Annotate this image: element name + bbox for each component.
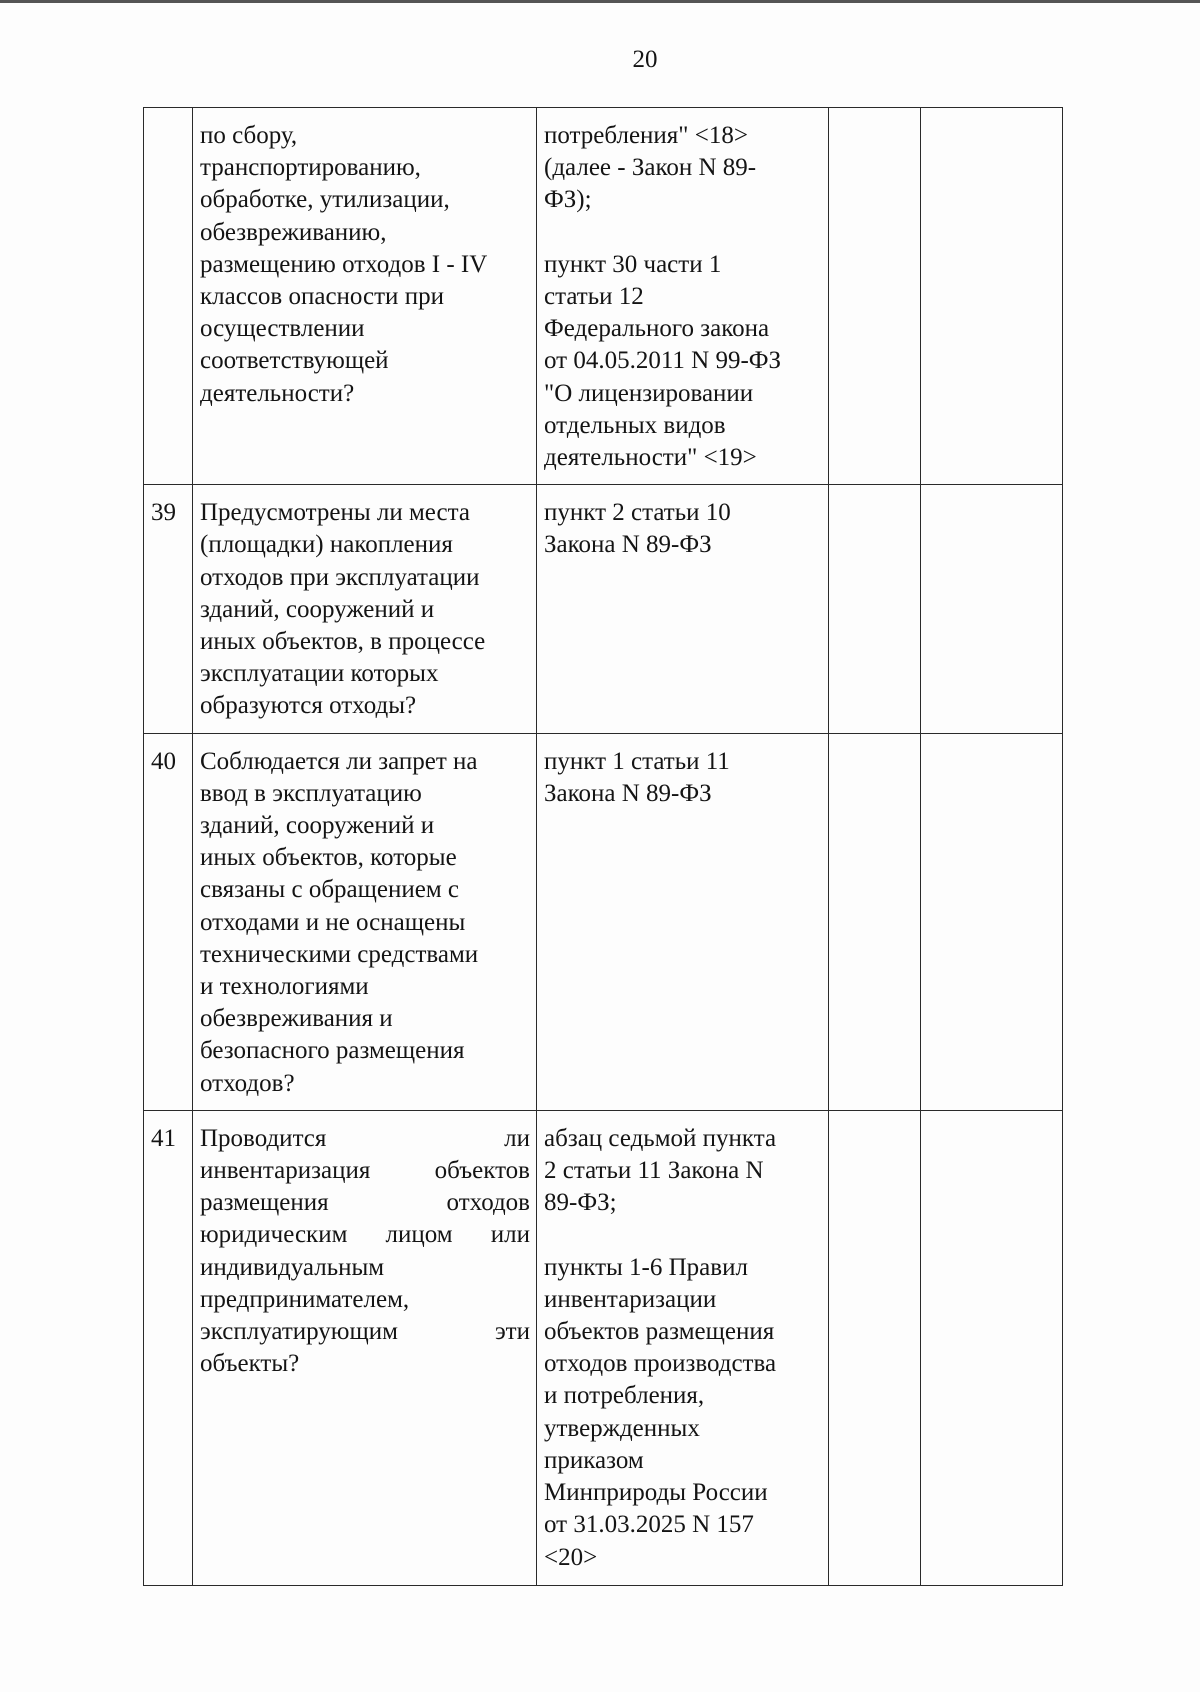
empty-cell [921, 1110, 1063, 1585]
reference-paragraph: абзац седьмой пункта 2 статьи 11 Закона N 89-ФЗ; [544, 1124, 777, 1217]
scan-edge-line [0, 0, 1200, 3]
table-row [144, 108, 1063, 485]
question-line: Проводится ли [200, 1124, 530, 1152]
empty-cell [921, 733, 1063, 1110]
empty-cell [921, 485, 1063, 733]
reference-paragraph: пункт 30 части 1 статьи 12 Федерального закона от 04.05.2011 N 99-ФЗ "О лицензировании отдельных видов деятельности" <19> [544, 250, 782, 472]
requirements-table [143, 107, 1063, 1586]
empty-cell [921, 108, 1063, 485]
reference-paragraph: пункт 2 статьи 10 Закона N 89-ФЗ [544, 499, 731, 559]
question-line: эксплуатирующим эти [200, 1318, 530, 1346]
page-number: 20 [632, 46, 658, 73]
question-cell [193, 1110, 537, 1585]
reference-paragraph: пункты 1-6 Правил инвентаризации объектов размещения отходов производства и потребления, утвержденных приказом Минприроды России от 31.03.2025 N 157 <20> [544, 1253, 777, 1571]
question-cell [193, 108, 537, 485]
reference-paragraph: пункт 1 статьи 11 Закона N 89-ФЗ [544, 747, 730, 807]
question-cell [193, 733, 537, 1110]
row-number-cell: 40 [144, 733, 193, 1110]
question-line: объекты? [200, 1350, 300, 1378]
question-text: Соблюдается ли запрет на ввод в эксплуатацию зданий, сооружений и иных объектов, которые связаны с обращением с отходами и не оснащены техническими средствами и технологиями обезвреживания и безопасного размещения отходов? [200, 747, 479, 1097]
question-line: индивидуальным [200, 1253, 385, 1281]
reference-cell [537, 733, 829, 1110]
question-line: юридическим лицом или [200, 1221, 530, 1249]
empty-cell [829, 485, 921, 733]
question-line: размещения отходов [200, 1189, 530, 1217]
question-line: предпринимателем, [200, 1285, 410, 1313]
row-number-cell: 41 [144, 1110, 193, 1585]
row-number-cell [144, 108, 193, 485]
reference-cell [537, 485, 829, 733]
empty-cell [829, 733, 921, 1110]
reference-cell [537, 1110, 829, 1585]
reference-paragraph: потребления" <18> (далее - Закон N 89- ФЗ); [544, 122, 757, 214]
question-cell [193, 485, 537, 733]
table-row [144, 733, 1063, 1110]
question-line: инвентаризация объектов [200, 1157, 530, 1185]
empty-cell [829, 108, 921, 485]
reference-cell [537, 108, 829, 485]
question-text: Предусмотрены ли места (площадки) накопления отходов при эксплуатации зданий, сооружений и иных объектов, в процессе эксплуатации которых образуются отходы? [200, 499, 486, 720]
row-number-cell: 39 [144, 485, 193, 733]
table-row [144, 1110, 1063, 1585]
empty-cell [829, 1110, 921, 1585]
table-row [144, 485, 1063, 733]
question-text: по сбору, транспортированию, обработке, утилизации, обезвреживанию, размещению отходов I - IV классов опасности при осуществлении соответствующей деятельности? [200, 122, 488, 407]
